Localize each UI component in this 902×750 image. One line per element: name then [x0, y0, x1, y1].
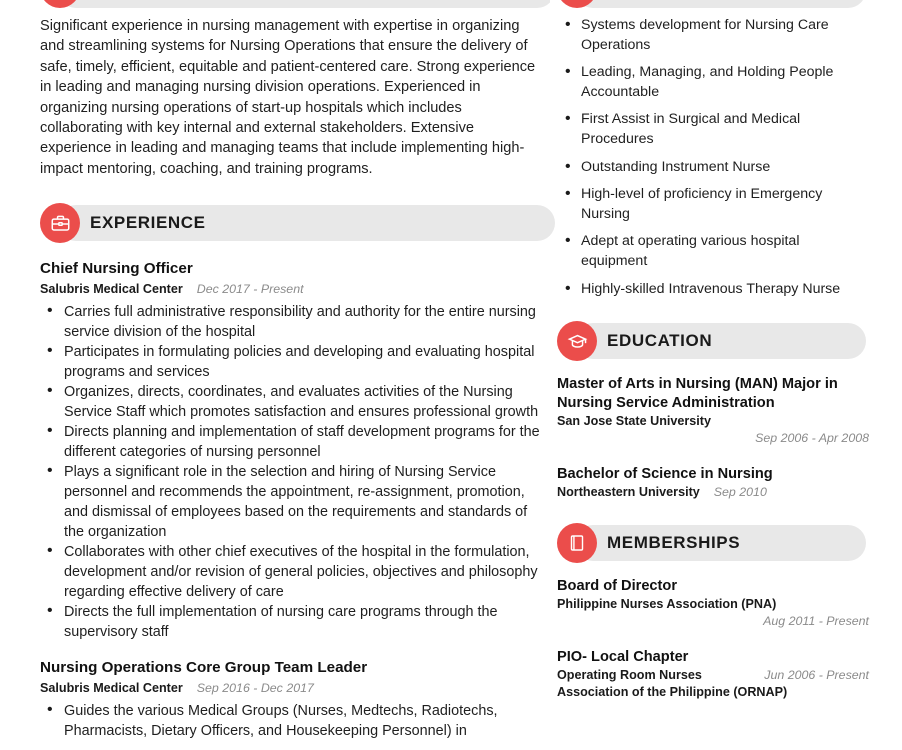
memberships-heading: MEMBERSHIPS	[607, 533, 741, 553]
experience-entry	[40, 259, 550, 642]
school-name: San Jose State University	[557, 414, 711, 429]
professional-summary: Significant experience in nursing management with expertise in organizing and streamlining systems for Nursing Operations that ensure the delivery of safe, timely, efficient, equitable and patient-centered care. Strong experience in leading and managing nursing division operations. Experienced in organizing nursing operations of start-up hospitals which includes collaborating with key internal and external stakeholders. Extensive experience in leading and managing teams that include implementing high-impact mentoring, coaching, and training programs.	[40, 18, 536, 177]
list-item: • Directs planning and implementation of staff development programs for the different categories of nursing personnel	[40, 422, 550, 462]
degree-title: Master of Arts in Nursing (MAN) Major in Nursing Service Administration	[557, 376, 838, 412]
education-dates: Sep 2010	[713, 485, 767, 500]
experience-entry	[40, 658, 550, 741]
membership-role: Board of Director	[557, 578, 678, 595]
membership-organization: Philippine Nurses Association (PNA)	[557, 597, 777, 612]
list-item: • First Assist in Surgical and Medical Procedures	[557, 110, 869, 149]
experience-heading: EXPERIENCE	[90, 213, 206, 233]
list-item: • Outstanding Instrument Nurse	[557, 158, 869, 178]
education-section-header	[557, 321, 869, 361]
list-item: • Carries full administrative responsibility and authority for the entire nursing service division of the hospital	[40, 302, 550, 342]
school-name: Northeastern University	[557, 485, 700, 500]
job-employer: Salubris Medical Center	[40, 681, 183, 696]
list-item: • Directs the full implementation of nursing care programs through the supervisory staff	[40, 602, 550, 642]
skills-list	[557, 16, 869, 299]
job-meta	[40, 679, 550, 697]
list-item: • Participates in formulating policies and developing and evaluating hospital programs and services	[40, 342, 550, 382]
right-column	[557, 0, 869, 719]
summary-header-pill	[58, 0, 550, 8]
list-item: • Collaborates with other chief executives of the hospital in the formulation, development and/or revision of general policies, objectives and philosophy regarding effective delivery of care	[40, 542, 550, 602]
skills-section-header	[557, 0, 869, 8]
job-title: Chief Nursing Officer	[40, 260, 193, 278]
job-responsibility-list	[40, 701, 550, 741]
book-icon	[557, 523, 597, 563]
graduation-cap-icon	[557, 321, 597, 361]
list-item: • Guides the various Medical Groups (Nurses, Medtechs, Radiotechs, Pharmacists, Dietary Officers, and Housekeeping Personnel) in	[40, 701, 550, 741]
school-meta	[557, 484, 869, 501]
membership-organization-block	[557, 667, 869, 701]
membership-entry	[557, 648, 869, 701]
list-item: • Systems development for Nursing Care Operations	[557, 16, 869, 55]
education-entry	[557, 375, 869, 447]
list-item: • Plays a significant role in the selection and hiring of Nursing Service personnel and recommends the appointment, re-assignment, promotion, and dismissal of employees based on the requirements and standards of the organization	[40, 462, 550, 542]
membership-organization: Operating Room Nurses Association of the Philippine (ORNAP)	[557, 668, 788, 700]
list-item: • High-level of proficiency in Emergency Nursing	[557, 185, 869, 224]
list-item: • Adept at operating various hospital equipment	[557, 232, 869, 271]
list-item: • Highly-skilled Intravenous Therapy Nurse	[557, 280, 869, 300]
memberships-section-header	[557, 523, 869, 563]
experience-section-header	[40, 203, 550, 243]
job-meta	[40, 280, 550, 298]
summary-section-header	[40, 0, 550, 8]
degree-title: Bachelor of Science in Nursing	[557, 466, 773, 483]
job-employer: Salubris Medical Center	[40, 282, 183, 297]
job-dates: Dec 2017 - Present	[196, 282, 304, 297]
job-responsibility-list	[40, 302, 550, 642]
membership-entry	[557, 577, 869, 630]
education-entry	[557, 465, 869, 501]
briefcase-icon	[40, 203, 80, 243]
education-dates: Sep 2006 - Apr 2008	[755, 431, 869, 446]
job-title: Nursing Operations Core Group Team Leader	[40, 659, 368, 677]
education-heading: EDUCATION	[607, 331, 713, 351]
list-item: • Leading, Managing, and Holding People Accountable	[557, 63, 869, 102]
membership-dates: Aug 2011 - Present	[763, 614, 869, 629]
membership-role: PIO- Local Chapter	[557, 649, 689, 666]
left-column	[40, 0, 550, 741]
job-dates: Sep 2016 - Dec 2017	[196, 681, 314, 696]
membership-dates: Jun 2006 - Present	[764, 668, 869, 683]
skills-header-pill	[575, 0, 866, 8]
list-item: • Organizes, directs, coordinates, and evaluates activities of the Nursing Service Staff which promotes satisfaction and ensures professional growth	[40, 382, 550, 422]
